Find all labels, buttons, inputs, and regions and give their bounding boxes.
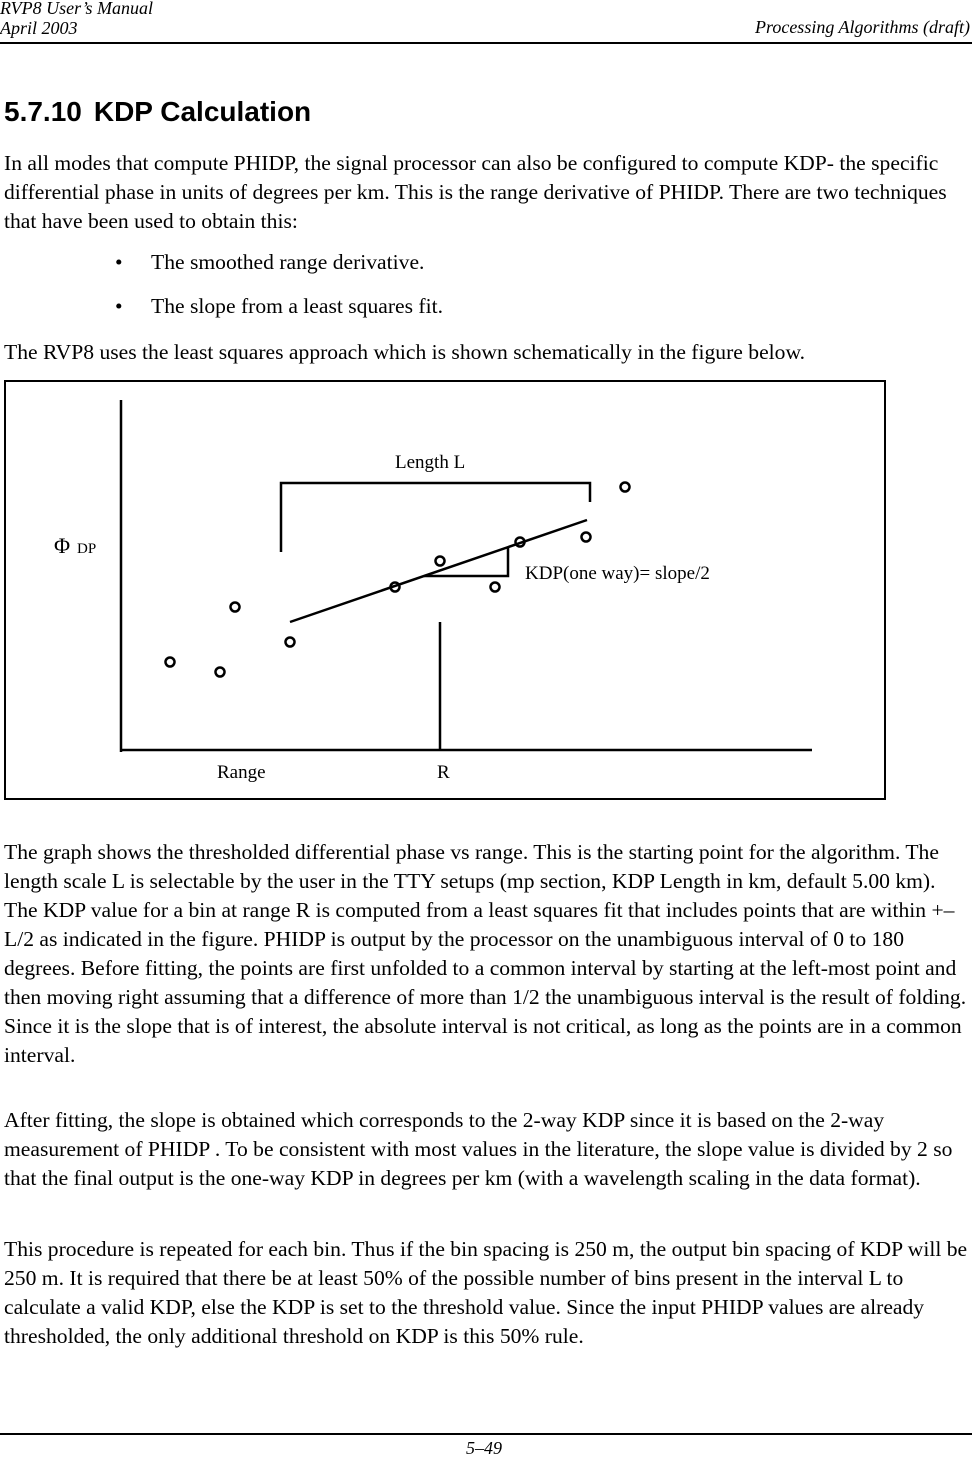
bullet-icon: • — [115, 250, 123, 274]
footer-rule — [0, 1433, 972, 1435]
data-point — [621, 483, 630, 492]
data-point — [286, 638, 295, 647]
section-heading — [4, 94, 311, 130]
manual-title: RVP8 User’s Manual — [0, 0, 153, 18]
bullet-item-2 — [115, 292, 443, 321]
bullet-icon: • — [115, 294, 123, 318]
slope-label: KDP(one way)= slope/2 — [525, 563, 710, 584]
intro-paragraph: In all modes that compute PHIDP, the signal processor can also be configured to compute KDP- the specific differential phase in units of degrees per km. This is the range derivative of PHIDP. There are two techniques that have been used to obtain this: — [4, 151, 947, 233]
kdp-diagram — [6, 382, 884, 798]
paragraph-after-fitting: After fitting, the slope is obtained which corresponds to the 2-way KDP since it is based on the 2-way measurement of PHIDP . To be consistent with most values in the literature, the slope value is divided by 2 so that the final output is the one-way KDP in degrees per km (with a wavelength scaling in the data format). — [4, 1108, 953, 1190]
data-point — [491, 583, 500, 592]
paragraph-procedure: This procedure is repeated for each bin. Thus if the bin spacing is 250 m, the output bin spacing of KDP will be 250 m. It is required that there be at least 50% of the possible number of bins present in the interval L to calculate a valid KDP, else the KDP is set to the threshold value. Since the input PHIDP values are already thresholded, the only additional threshold on KDP is this 50% rule. — [4, 1237, 968, 1348]
data-point — [231, 603, 240, 612]
page-header — [0, 0, 972, 44]
y-axis-subscript: DP — [77, 541, 97, 557]
section-title: KDP Calculation — [93, 96, 312, 127]
section-number: 5.7.10 — [4, 96, 82, 127]
data-point — [216, 668, 225, 677]
header-rule — [0, 42, 972, 44]
x-axis-label: Range — [217, 762, 266, 783]
bullet-text: The smoothed range derivative. — [151, 250, 425, 274]
bullet-item-1 — [115, 248, 424, 277]
chapter-title: Processing Algorithms (draft) — [755, 17, 970, 37]
header-left — [0, 0, 153, 38]
manual-date: April 2003 — [0, 18, 78, 38]
data-point — [166, 658, 175, 667]
length-bracket — [281, 483, 590, 552]
page-number: 5–49 — [466, 1438, 502, 1458]
length-label: Length L — [395, 452, 466, 473]
kdp-figure — [4, 380, 886, 800]
paragraph-graph-description: The graph shows the thresholded differential phase vs range. This is the starting point for the algorithm. The length scale L is selectable by the user in the TTY setups (mp section, KDP Length in km, default 5.00 km). The KDP value for a bin at range R is computed from a least squares fit that includes points that are within +–L/2 as indicated in the figure. PHIDP is output by the processor on the unambiguous interval of 0 to 180 degrees. Before fitting, the points are first unfolded to a common interval by starting at the left-most point and then moving right assuming that a difference of more than 1/2 the unambiguous interval is the result of folding. Since it is the slope that is of interest, the absolute interval is not critical, as long as the points are in a common interval. — [4, 840, 967, 1067]
range-marker-label: R — [437, 762, 450, 783]
data-point — [436, 557, 445, 566]
y-axis-symbol: Φ — [54, 533, 71, 558]
bullet-text: The slope from a least squares fit. — [151, 294, 444, 318]
data-point — [582, 533, 591, 542]
lead-in-paragraph: The RVP8 uses the least squares approach which is shown schematically in the figure below. — [4, 340, 806, 364]
